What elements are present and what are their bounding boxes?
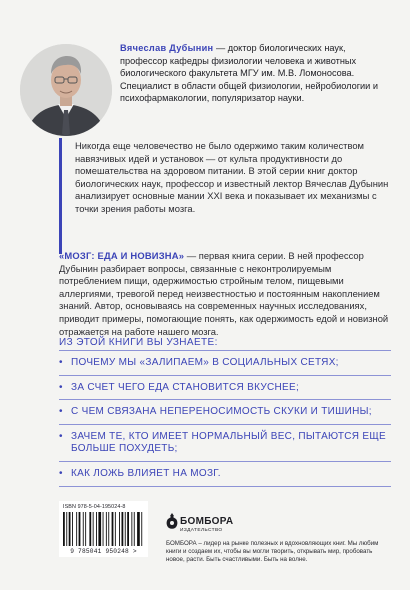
barcode-bar xyxy=(115,512,116,546)
barcode-bar xyxy=(96,512,97,546)
barcode-bar xyxy=(106,512,107,546)
learn-list xyxy=(59,350,391,487)
barcode-bar xyxy=(63,512,65,546)
learn-item xyxy=(59,375,391,400)
author-section xyxy=(0,18,410,130)
learn-item xyxy=(59,461,391,487)
barcode-bar xyxy=(79,512,81,546)
barcode-bar xyxy=(89,512,91,546)
book-intro xyxy=(59,250,389,338)
barcode-bar xyxy=(98,512,101,546)
barcode-bar xyxy=(141,512,142,546)
barcode-bar xyxy=(119,512,120,546)
bullet-icon: • xyxy=(59,406,63,418)
book-title: «МОЗГ: ЕДА И НОВИЗНА» xyxy=(59,250,185,261)
learn-item-text: С ЧЕМ СВЯЗАНА НЕПЕРЕНОСИМОСТЬ СКУКИ И ТИШИНЫ; xyxy=(71,406,372,418)
publisher-name: БОМБОРА xyxy=(180,516,234,527)
barcode-bar xyxy=(69,512,71,546)
publisher-subtitle: ИЗДАТЕЛЬСТВО xyxy=(180,528,223,533)
bullet-icon: • xyxy=(59,430,63,442)
barcode-bar xyxy=(93,512,94,546)
author-bio xyxy=(120,42,392,105)
book-intro-text: — первая книга серии. В ней профессор Дубынин разбирает вопросы, связанные с неконтролируемым потреблением пищи, одержимостью стройным телом, пищевыми аллергиями, тревогой перед неизвестностью и постоянным накоплением знаний. Автор, основываясь на современных научных исследованиях, приводит примеры, помогающие понять, как одержимость едой и новизной отражается на работе нашего мозга. xyxy=(59,250,389,337)
learn-item xyxy=(59,350,391,375)
author-bio-text: — доктор биологических наук, профессор кафедры физиологии человека и животных биологического факультета МГУ им. М.В. Ломоносова. Специалист в области общей физиологии, нейробиологии и психофармакологии, популяризатор науки. xyxy=(120,43,378,104)
barcode-bar xyxy=(122,512,124,546)
barcode-bar xyxy=(103,512,104,546)
barcode-bar xyxy=(131,512,132,546)
learn-item xyxy=(59,424,391,461)
learn-item-text: ПОЧЕМУ МЫ «ЗАЛИПАЕМ» В СОЦИАЛЬНЫХ СЕТЯХ; xyxy=(71,357,339,368)
barcode-bar xyxy=(112,512,114,546)
barcode-block xyxy=(59,501,148,557)
series-description: Никогда еще человечество не было одержимо таким количеством навязчивых идей и установок — от культа продуктивности до помешательства на здоровом питании. В этой серии книг доктор биологических наук, профессор и известный лектор Вячеслав Дубынин анализирует основные мании XXI века и показывает их механизмы с точки зрения работы мозга. xyxy=(75,140,389,214)
bullet-icon: • xyxy=(59,357,63,368)
barcode-bar xyxy=(83,512,84,546)
barcode-bar xyxy=(76,512,77,546)
barcode-bar xyxy=(134,512,135,546)
learn-item-text: КАК ЛОЖЬ ВЛИЯЕТ НА МОЗГ. xyxy=(71,467,221,479)
bullet-icon: • xyxy=(59,381,63,393)
learn-heading: ИЗ ЭТОЙ КНИГИ ВЫ УЗНАЕТЕ: xyxy=(59,337,218,348)
learn-item xyxy=(59,399,391,424)
author-portrait-image xyxy=(20,44,112,136)
bullet-icon: • xyxy=(59,467,63,479)
quote-accent-bar xyxy=(59,138,62,254)
bombora-logo-icon xyxy=(166,513,178,529)
barcode-bar xyxy=(137,512,140,546)
barcode-bar xyxy=(127,512,129,546)
learn-item-text: ЗА СЧЕТ ЧЕГО ЕДА СТАНОВИТСЯ ВКУСНЕЕ; xyxy=(71,381,300,393)
barcode-bar xyxy=(125,512,126,546)
learn-item-text: ЗАЧЕМ ТЕ, КТО ИМЕЕТ НОРМАЛЬНЫЙ ВЕС, ПЫТАЮТСЯ ЕЩЕ БОЛЬШЕ ПОХУДЕТЬ; xyxy=(71,430,387,455)
barcode-image xyxy=(63,512,144,548)
author-photo xyxy=(20,44,112,136)
publisher-description: БОМБОРА – лидер на рынке полезных и вдохновляющих книг. Мы любим книги и создаем их, чтобы вы могли творить, открывать мир, пробовать новое, расти. Быть счастливыми. Быть на волне. xyxy=(166,540,379,564)
barcode-bar xyxy=(108,512,109,546)
barcode-bar xyxy=(72,512,73,546)
author-name: Вячеслав Дубынин xyxy=(120,43,214,53)
barcode-bar xyxy=(85,512,86,546)
barcode-digits: 9 785041 950248 > xyxy=(70,548,137,555)
barcode-bar xyxy=(66,512,67,546)
isbn-label: ISBN 978-5-04-195024-8 xyxy=(63,504,126,510)
